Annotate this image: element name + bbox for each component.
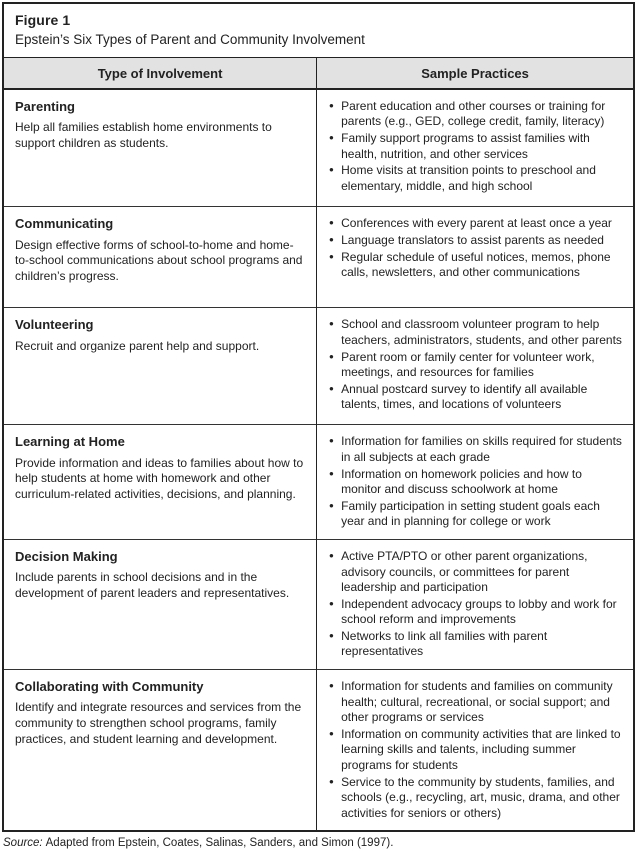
figure-title-block: [4, 4, 633, 57]
figure-label: Figure 1: [15, 12, 71, 28]
practice-item: • Family participation in setting student goals each year and in planning for college or work: [328, 499, 623, 530]
practice-item: • Home visits at transition points to preschool and elementary, middle, and high school: [328, 163, 623, 194]
practice-item: • Parent education and other courses or training for parents (e.g., GED, college credit, family, literacy): [328, 99, 623, 130]
header-type-of-involvement: Type of Involvement: [4, 58, 317, 89]
practices-cell: [317, 207, 633, 308]
type-cell: [4, 425, 317, 540]
practice-item: • Service to the community by students, families, and schools (e.g., recycling, art, music, drama, and other activities for seniors or others): [328, 775, 623, 822]
type-name: Volunteering: [15, 317, 94, 333]
practices-cell: [317, 425, 633, 540]
practice-item: • Parent room or family center for volunteer work, meetings, and resources for families: [328, 350, 623, 381]
practice-item: • Language translators to assist parents as needed: [328, 233, 623, 249]
type-cell: [4, 539, 317, 669]
type-cell: [4, 670, 317, 831]
table-row: [4, 207, 633, 308]
type-cell: [4, 89, 317, 207]
practice-item: • Information for students and families on community health; cultural, recreational, or social support; and other programs or services: [328, 679, 623, 726]
figure-box: [2, 2, 635, 832]
practices-cell: [317, 89, 633, 207]
type-cell: [4, 308, 317, 425]
table-row: [4, 670, 633, 831]
source-line: [2, 836, 635, 851]
type-description: Provide information and ideas to families about how to help students at home with homework and other curriculum-related activities, decisions, and planning.: [15, 455, 304, 502]
type-cell: [4, 207, 317, 308]
practices-list: [328, 99, 623, 195]
table-header: [4, 58, 633, 89]
type-name: Parenting: [15, 98, 75, 114]
practice-item: • Information for families on skills required for students in all subjects at each grade: [328, 434, 623, 465]
type-description: Include parents in school decisions and in the development of parent leaders and representatives.: [15, 570, 290, 600]
practice-item: • Information on homework policies and how to monitor and discuss schoolwork at home: [328, 467, 623, 498]
source-text: Adapted from Epstein, Coates, Salinas, Sanders, and Simon (1997).: [45, 837, 394, 850]
source-label: Source:: [3, 837, 43, 850]
type-description: Recruit and organize parent help and support.: [15, 338, 260, 353]
type-name: Learning at Home: [15, 434, 125, 450]
practices-list: [328, 434, 623, 530]
practice-item: • Active PTA/PTO or other parent organizations, advisory councils, or committees for parent leadership and participation: [328, 549, 623, 596]
type-name: Communicating: [15, 216, 114, 232]
practice-item: • School and classroom volunteer program to help teachers, administrators, students, and other parents: [328, 317, 623, 348]
practices-cell: [317, 539, 633, 669]
involvement-table: [4, 57, 633, 830]
practice-item: • Information on community activities that are linked to learning skills and talents, including summer programs for students: [328, 727, 623, 774]
type-description: Identify and integrate resources and services from the community to strengthen school programs, family practices, and student learning and development.: [15, 700, 302, 746]
type-name: Collaborating with Community: [15, 679, 204, 695]
practices-cell: [317, 670, 633, 831]
practices-list: [328, 216, 623, 280]
practices-list: [328, 679, 623, 821]
type-description: Design effective forms of school-to-home and home-to-school communications about school programs and children’s progress.: [15, 237, 303, 284]
practices-cell: [317, 308, 633, 425]
practice-item: • Annual postcard survey to identify all available talents, times, and locations of volunteers: [328, 382, 623, 413]
table-body: [4, 89, 633, 831]
table-row: [4, 308, 633, 425]
type-name: Decision Making: [15, 548, 118, 564]
practice-item: • Regular schedule of useful notices, memos, phone calls, newsletters, and other communications: [328, 250, 623, 281]
practices-list: [328, 549, 623, 660]
practices-list: [328, 317, 623, 413]
figure-subtitle: Epstein’s Six Types of Parent and Community Involvement: [15, 31, 365, 47]
practice-item: • Networks to link all families with parent representatives: [328, 629, 623, 660]
header-row: [4, 58, 633, 89]
practice-item: • Family support programs to assist families with health, nutrition, and other services: [328, 131, 623, 162]
table-row: [4, 89, 633, 207]
practice-item: • Independent advocacy groups to lobby and work for school reform and improvements: [328, 597, 623, 628]
practice-item: • Conferences with every parent at least once a year: [328, 216, 623, 232]
type-description: Help all families establish home environments to support children as students.: [15, 120, 272, 150]
header-sample-practices: Sample Practices: [317, 58, 633, 89]
table-row: [4, 425, 633, 540]
table-row: [4, 539, 633, 669]
